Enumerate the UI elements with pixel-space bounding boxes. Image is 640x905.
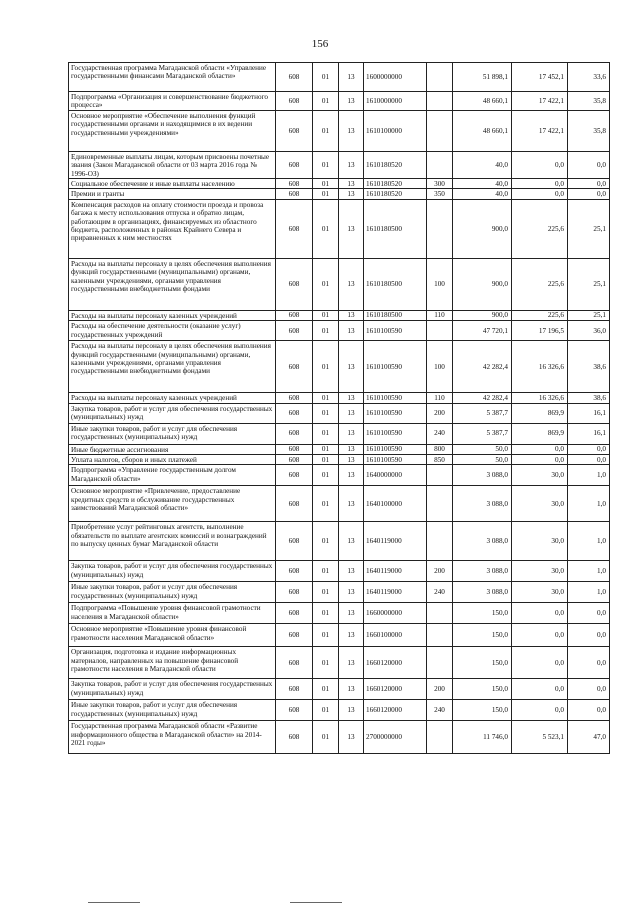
row-rz: 01	[313, 486, 339, 522]
row-rz: 01	[313, 151, 339, 178]
row-pct: 0,0	[568, 444, 610, 454]
row-vr	[427, 603, 453, 624]
row-ved: 608	[276, 603, 313, 624]
row-pr: 13	[339, 321, 364, 341]
row-name: Государственная программа Магаданской области «Управление государственными финансами Магаданской области»	[69, 63, 276, 92]
row-ved: 608	[276, 393, 313, 403]
table-row	[69, 700, 610, 721]
table-row	[69, 647, 610, 679]
row-name: Основное мероприятие «Привлечение, предоставление кредитных средств и обслуживание государственных заимствований Магаданской области»	[69, 486, 276, 522]
row-csr: 1610180520	[364, 179, 427, 189]
row-ved: 608	[276, 110, 313, 151]
row-pct: 38,6	[568, 393, 610, 403]
row-vr	[427, 151, 453, 178]
row-plan: 150,0	[453, 647, 512, 679]
row-name: Единовременные выплаты лицам, которым присвоены почетные звания (Закон Магаданской области от 03 марта 2016 года № 1996-ОЗ)	[69, 151, 276, 178]
row-ved: 608	[276, 321, 313, 341]
row-vr: 240	[427, 700, 453, 721]
row-plan: 5 387,7	[453, 423, 512, 444]
row-name: Подпрограмма «Организация и совершенствование бюджетного процесса»	[69, 92, 276, 111]
row-vr: 240	[427, 582, 453, 603]
row-pr: 13	[339, 423, 364, 444]
table-row	[69, 403, 610, 423]
row-pct: 0,0	[568, 179, 610, 189]
row-pr: 13	[339, 624, 364, 647]
budget-table	[68, 62, 610, 754]
row-name: Иные закупки товаров, работ и услуг для обеспечения государственных (муниципальных) нужд	[69, 700, 276, 721]
row-csr: 1610180500	[364, 310, 427, 320]
row-pct: 25,1	[568, 258, 610, 310]
row-pr: 13	[339, 110, 364, 151]
row-ved: 608	[276, 199, 313, 258]
row-rz: 01	[313, 465, 339, 486]
table-row	[69, 624, 610, 647]
row-ved: 608	[276, 582, 313, 603]
row-name: Иные закупки товаров, работ и услуг для обеспечения государственных (муниципальных) нужд	[69, 582, 276, 603]
row-name: Государственная программа Магаданской области «Развитие информационного общества в Магаданской области» на 2014-2021 годы»	[69, 721, 276, 754]
row-plan: 40,0	[453, 151, 512, 178]
row-pct: 0,0	[568, 624, 610, 647]
row-rz: 01	[313, 63, 339, 92]
row-rz: 01	[313, 341, 339, 393]
table-row	[69, 189, 610, 199]
row-pr: 13	[339, 486, 364, 522]
row-csr: 1640100000	[364, 486, 427, 522]
row-vr: 110	[427, 393, 453, 403]
row-plan: 150,0	[453, 603, 512, 624]
row-pr: 13	[339, 465, 364, 486]
table-row	[69, 465, 610, 486]
row-rz: 01	[313, 721, 339, 754]
row-name: Компенсация расходов на оплату стоимости проезда и провоза багажа к месту использования отпуска и обратно лицам, работающим в организациях, финансируемых из областного бюджета, расположенных в районах Крайнего Севера и приравненных к ним местностях	[69, 199, 276, 258]
row-csr: 1610180500	[364, 258, 427, 310]
row-plan: 48 660,1	[453, 110, 512, 151]
row-exec: 0,0	[512, 679, 568, 700]
row-plan: 47 720,1	[453, 321, 512, 341]
table-row	[69, 486, 610, 522]
row-exec: 0,0	[512, 151, 568, 178]
row-exec: 17 452,1	[512, 63, 568, 92]
row-name: Иные закупки товаров, работ и услуг для обеспечения государственных (муниципальных) нужд	[69, 423, 276, 444]
row-plan: 51 898,1	[453, 63, 512, 92]
row-plan: 11 746,0	[453, 721, 512, 754]
row-name: Подпрограмма «Повышение уровня финансовой грамотности населения в Магаданской области»	[69, 603, 276, 624]
row-rz: 01	[313, 522, 339, 561]
row-pr: 13	[339, 721, 364, 754]
row-name: Уплата налогов, сборов и иных платежей	[69, 455, 276, 465]
row-vr	[427, 199, 453, 258]
row-pr: 13	[339, 179, 364, 189]
row-plan: 150,0	[453, 700, 512, 721]
table-row	[69, 679, 610, 700]
row-rz: 01	[313, 624, 339, 647]
row-pct: 1,0	[568, 582, 610, 603]
table-row	[69, 179, 610, 189]
row-ved: 608	[276, 561, 313, 582]
table-row	[69, 199, 610, 258]
row-ved: 608	[276, 63, 313, 92]
row-exec: 225,6	[512, 199, 568, 258]
row-csr: 1610180500	[364, 199, 427, 258]
row-csr: 1610180520	[364, 151, 427, 178]
row-vr: 110	[427, 310, 453, 320]
row-ved: 608	[276, 624, 313, 647]
table-row	[69, 423, 610, 444]
row-vr: 200	[427, 679, 453, 700]
row-rz: 01	[313, 455, 339, 465]
row-exec: 869,9	[512, 423, 568, 444]
row-rz: 01	[313, 199, 339, 258]
row-csr: 1610100590	[364, 321, 427, 341]
row-exec: 5 523,1	[512, 721, 568, 754]
row-vr: 350	[427, 189, 453, 199]
row-csr: 1600000000	[364, 63, 427, 92]
row-ved: 608	[276, 444, 313, 454]
row-exec: 30,0	[512, 486, 568, 522]
row-rz: 01	[313, 582, 339, 603]
row-ved: 608	[276, 310, 313, 320]
row-pct: 1,0	[568, 486, 610, 522]
row-rz: 01	[313, 700, 339, 721]
row-vr	[427, 522, 453, 561]
table-row	[69, 341, 610, 393]
row-vr: 200	[427, 561, 453, 582]
row-pct: 16,1	[568, 423, 610, 444]
row-rz: 01	[313, 679, 339, 700]
row-pct: 25,1	[568, 199, 610, 258]
row-name: Закупка товаров, работ и услуг для обеспечения государственных (муниципальных) нужд	[69, 679, 276, 700]
table-row	[69, 582, 610, 603]
row-name: Премии и гранты	[69, 189, 276, 199]
row-rz: 01	[313, 310, 339, 320]
row-vr: 850	[427, 455, 453, 465]
row-pr: 13	[339, 310, 364, 320]
row-exec: 30,0	[512, 582, 568, 603]
row-csr: 1610100590	[364, 403, 427, 423]
row-csr: 1640119000	[364, 582, 427, 603]
row-name: Иные бюджетные ассигнования	[69, 444, 276, 454]
row-csr: 1660120000	[364, 679, 427, 700]
row-vr	[427, 110, 453, 151]
row-name: Основное мероприятие «Обеспечение выполнения функций государственными органами и находящимися в их ведении государственными учреждениями»	[69, 110, 276, 151]
row-ved: 608	[276, 179, 313, 189]
row-pct: 33,6	[568, 63, 610, 92]
row-pr: 13	[339, 561, 364, 582]
row-csr: 1610100590	[364, 423, 427, 444]
page-number: 156	[311, 38, 329, 50]
row-name: Закупка товаров, работ и услуг для обеспечения государственных (муниципальных) нужд	[69, 403, 276, 423]
row-pct: 0,0	[568, 189, 610, 199]
row-rz: 01	[313, 110, 339, 151]
row-rz: 01	[313, 393, 339, 403]
row-pr: 13	[339, 393, 364, 403]
row-pct: 35,8	[568, 110, 610, 151]
row-pr: 13	[339, 341, 364, 393]
row-exec: 17 196,5	[512, 321, 568, 341]
row-name: Приобретение услуг рейтинговых агентств, выполнение обязательств по выплате агентских комиссий и вознаграждений по выпуску ценных бумаг Магаданской области	[69, 522, 276, 561]
row-vr	[427, 321, 453, 341]
row-csr: 1610100590	[364, 444, 427, 454]
row-pct: 0,0	[568, 647, 610, 679]
row-rz: 01	[313, 403, 339, 423]
row-pct: 1,0	[568, 561, 610, 582]
row-ved: 608	[276, 189, 313, 199]
row-pr: 13	[339, 258, 364, 310]
row-csr: 1640119000	[364, 522, 427, 561]
row-pr: 13	[339, 151, 364, 178]
row-pct: 16,1	[568, 403, 610, 423]
row-vr	[427, 647, 453, 679]
row-vr: 800	[427, 444, 453, 454]
row-plan: 3 088,0	[453, 582, 512, 603]
row-ved: 608	[276, 258, 313, 310]
row-exec: 17 422,1	[512, 92, 568, 111]
row-rz: 01	[313, 179, 339, 189]
row-exec: 0,0	[512, 179, 568, 189]
row-name: Расходы на выплаты персоналу казенных учреждений	[69, 310, 276, 320]
row-vr	[427, 92, 453, 111]
row-name: Закупка товаров, работ и услуг для обеспечения государственных (муниципальных) нужд	[69, 561, 276, 582]
table-row	[69, 444, 610, 454]
table-row	[69, 393, 610, 403]
row-ved: 608	[276, 151, 313, 178]
row-pct: 0,0	[568, 455, 610, 465]
row-pct: 0,0	[568, 603, 610, 624]
row-vr	[427, 465, 453, 486]
row-exec: 0,0	[512, 603, 568, 624]
row-csr: 1610100590	[364, 455, 427, 465]
row-exec: 0,0	[512, 647, 568, 679]
row-ved: 608	[276, 679, 313, 700]
row-vr: 300	[427, 179, 453, 189]
row-vr	[427, 63, 453, 92]
row-csr: 1610100590	[364, 341, 427, 393]
table-row	[69, 258, 610, 310]
row-csr: 1610180520	[364, 189, 427, 199]
row-pct: 1,0	[568, 522, 610, 561]
row-pr: 13	[339, 92, 364, 111]
row-ved: 608	[276, 423, 313, 444]
row-exec: 16 326,6	[512, 341, 568, 393]
row-plan: 900,0	[453, 310, 512, 320]
row-pct: 35,8	[568, 92, 610, 111]
row-vr: 100	[427, 341, 453, 393]
row-pct: 47,0	[568, 721, 610, 754]
row-pct: 0,0	[568, 151, 610, 178]
row-name: Подпрограмма «Управление государственным долгом Магаданской области»	[69, 465, 276, 486]
row-csr: 1660000000	[364, 603, 427, 624]
row-plan: 5 387,7	[453, 403, 512, 423]
row-plan: 48 660,1	[453, 92, 512, 111]
row-ved: 608	[276, 700, 313, 721]
row-exec: 869,9	[512, 403, 568, 423]
row-csr: 2700000000	[364, 721, 427, 754]
row-pct: 36,0	[568, 321, 610, 341]
row-rz: 01	[313, 258, 339, 310]
row-rz: 01	[313, 444, 339, 454]
row-plan: 42 282,4	[453, 341, 512, 393]
row-exec: 17 422,1	[512, 110, 568, 151]
row-plan: 150,0	[453, 679, 512, 700]
row-plan: 50,0	[453, 455, 512, 465]
row-name: Основное мероприятие «Повышение уровня финансовой грамотности населения Магаданской области»	[69, 624, 276, 647]
row-exec: 0,0	[512, 189, 568, 199]
row-name: Расходы на обеспечение деятельности (оказание услуг) государственных учреждений	[69, 321, 276, 341]
row-pct: 1,0	[568, 465, 610, 486]
row-ved: 608	[276, 721, 313, 754]
table-row	[69, 522, 610, 561]
table-row	[69, 63, 610, 92]
row-exec: 0,0	[512, 455, 568, 465]
row-name: Социальное обеспечение и иные выплаты населению	[69, 179, 276, 189]
row-plan: 50,0	[453, 444, 512, 454]
row-plan: 900,0	[453, 199, 512, 258]
row-ved: 608	[276, 486, 313, 522]
row-exec: 225,6	[512, 310, 568, 320]
row-plan: 40,0	[453, 179, 512, 189]
row-pct: 38,6	[568, 341, 610, 393]
row-rz: 01	[313, 189, 339, 199]
row-exec: 0,0	[512, 624, 568, 647]
table-row	[69, 721, 610, 754]
row-plan: 42 282,4	[453, 393, 512, 403]
row-ved: 608	[276, 341, 313, 393]
row-ved: 608	[276, 647, 313, 679]
row-rz: 01	[313, 92, 339, 111]
row-name: Расходы на выплаты персоналу в целях обеспечения выполнения функций государственными (муниципальными) органами, казенными учреждениями, органами управления государственными внебюджетными фондами	[69, 341, 276, 393]
row-rz: 01	[313, 647, 339, 679]
row-pct: 25,1	[568, 310, 610, 320]
row-pr: 13	[339, 647, 364, 679]
row-rz: 01	[313, 561, 339, 582]
table-row	[69, 310, 610, 320]
row-csr: 1640000000	[364, 465, 427, 486]
table-row	[69, 321, 610, 341]
table-row	[69, 455, 610, 465]
row-pr: 13	[339, 199, 364, 258]
row-ved: 608	[276, 455, 313, 465]
row-plan: 3 088,0	[453, 465, 512, 486]
row-pr: 13	[339, 189, 364, 199]
row-vr: 100	[427, 258, 453, 310]
row-pr: 13	[339, 700, 364, 721]
row-plan: 3 088,0	[453, 561, 512, 582]
row-pr: 13	[339, 679, 364, 700]
row-csr: 1660120000	[364, 700, 427, 721]
row-name: Расходы на выплаты персоналу казенных учреждений	[69, 393, 276, 403]
row-ved: 608	[276, 522, 313, 561]
row-vr	[427, 624, 453, 647]
row-exec: 0,0	[512, 700, 568, 721]
row-plan: 3 088,0	[453, 522, 512, 561]
row-vr: 200	[427, 403, 453, 423]
row-exec: 30,0	[512, 561, 568, 582]
row-csr: 1660120000	[364, 647, 427, 679]
row-exec: 30,0	[512, 465, 568, 486]
row-csr: 1660100000	[364, 624, 427, 647]
row-ved: 608	[276, 92, 313, 111]
row-csr: 1610100000	[364, 110, 427, 151]
footer-rule-right	[290, 902, 342, 903]
table-row	[69, 92, 610, 111]
row-exec: 30,0	[512, 522, 568, 561]
row-pct: 0,0	[568, 679, 610, 700]
row-vr	[427, 486, 453, 522]
row-name: Расходы на выплаты персоналу в целях обеспечения выполнения функций государственными (муниципальными) органами, казенными учреждениями, органами управления государственными внебюджетными фондами	[69, 258, 276, 310]
row-rz: 01	[313, 423, 339, 444]
row-pr: 13	[339, 455, 364, 465]
row-csr: 1610100590	[364, 393, 427, 403]
table-row	[69, 151, 610, 178]
row-pr: 13	[339, 603, 364, 624]
row-pct: 0,0	[568, 700, 610, 721]
row-pr: 13	[339, 444, 364, 454]
row-plan: 3 088,0	[453, 486, 512, 522]
footer-rule-left	[88, 902, 140, 903]
row-pr: 13	[339, 582, 364, 603]
table-row	[69, 561, 610, 582]
row-pr: 13	[339, 522, 364, 561]
row-pr: 13	[339, 403, 364, 423]
row-ved: 608	[276, 403, 313, 423]
row-exec: 0,0	[512, 444, 568, 454]
row-csr: 1610000000	[364, 92, 427, 111]
row-pr: 13	[339, 63, 364, 92]
row-plan: 900,0	[453, 258, 512, 310]
row-vr: 240	[427, 423, 453, 444]
row-plan: 150,0	[453, 624, 512, 647]
row-rz: 01	[313, 321, 339, 341]
row-exec: 225,6	[512, 258, 568, 310]
table-row	[69, 110, 610, 151]
row-name: Организация, подготовка и издание информационных материалов, направленных на повышение финансовой грамотности населения в Магаданской области	[69, 647, 276, 679]
row-csr: 1640119000	[364, 561, 427, 582]
table-row	[69, 603, 610, 624]
row-rz: 01	[313, 603, 339, 624]
row-plan: 40,0	[453, 189, 512, 199]
row-exec: 16 326,6	[512, 393, 568, 403]
row-vr	[427, 721, 453, 754]
row-ved: 608	[276, 465, 313, 486]
